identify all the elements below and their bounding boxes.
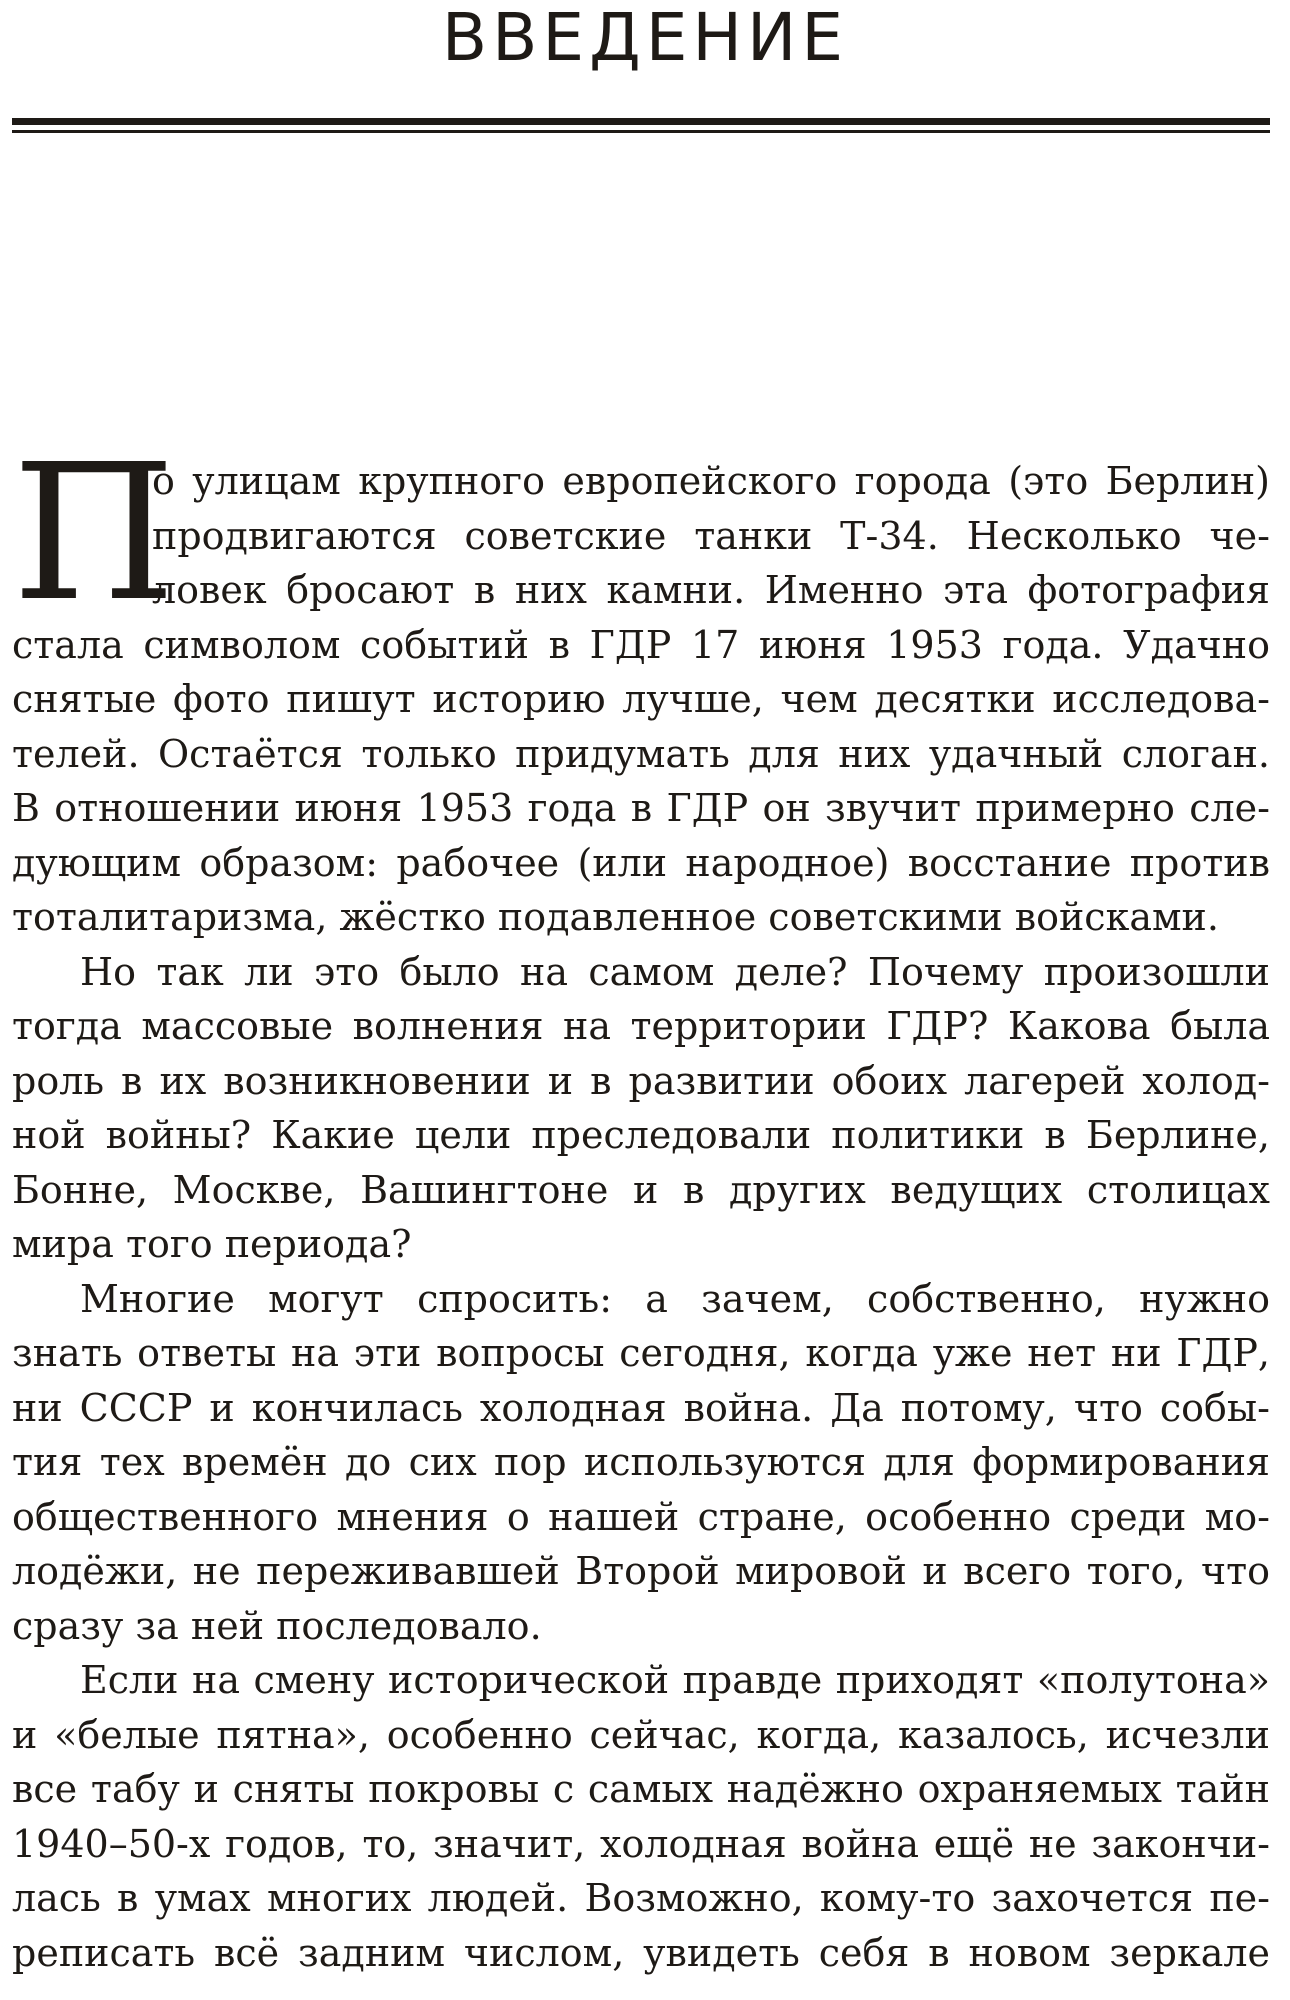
text-line: сразу за ней последовало. [12,1603,542,1648]
text-line: телей. Остаётся только придумать для них удачный слоган. [12,731,1270,776]
text-line: лодёжи, не переживавшей Второй мировой и всего того, что [12,1549,1270,1593]
body-text [12,454,1270,1980]
text-line: ни СССР и кончилась холодная война. Да потому, что собы- [12,1385,1270,1430]
text-line: ловек бросают в них камни. Именно эта фотография [152,568,1270,612]
paragraph-2 [12,945,1270,1272]
text-line: тоталитаризма, жёстко подавленное советскими войсками. [12,895,1219,939]
text-line: ной войны? Какие цели преследовали политики в Берлине, [12,1113,1270,1157]
text-line: Многие могут спросить: а зачем, собственно, нужно [80,1276,1270,1321]
text-line: Бонне, Москве, Вашингтоне и в других ведущих столицах [12,1167,1270,1212]
paragraph-3 [12,1272,1270,1654]
text-line: мира того периода? [12,1222,412,1266]
text-line: тия тех времён до сих пор используются для формирования [12,1440,1270,1484]
heading-rule-thin [12,130,1270,133]
text-line: все табу и сняты покровы с самых надёжно охраняемых тайн [12,1767,1270,1811]
drop-cap: П [12,424,176,643]
text-line: лась в умах многих людей. Возможно, кому-то захочется пе- [12,1876,1270,1920]
text-line: продвигаются советские танки Т-34. Несколько че- [152,513,1270,558]
text-line: тогда массовые волнения на территории ГДР? Какова была [12,1004,1270,1048]
paragraph-4 [12,1653,1270,1980]
text-line: о улицам крупного европейского города (это Берлин) [152,459,1270,503]
paragraph-1 [12,454,1270,945]
text-line: дующим образом: рабочее (или народное) восстание против [12,840,1270,885]
text-line: Но так ли это было на самом деле? Почему произошли [80,949,1270,994]
text-line: стала символом событий в ГДР 17 июня 1953 года. Удачно [12,622,1270,667]
text-line: знать ответы на эти вопросы сегодня, когда уже нет ни ГДР, [12,1331,1270,1375]
text-line: Если на смену исторической правде приходят «полутона» [80,1658,1270,1702]
text-line: 1940–50-х годов, то, значит, холодная война ещё не закончи- [12,1821,1270,1866]
chapter-heading: ВВЕДЕНИЕ [441,0,849,76]
text-line: реписать всё задним числом, увидеть себя в новом зеркале [12,1930,1270,1975]
text-line: общественного мнения о нашей стране, особенно среди мо- [12,1494,1270,1539]
heading-rule-thick [12,118,1270,125]
text-line: В отношении июня 1953 года в ГДР он звучит примерно сле- [12,786,1270,830]
text-line: роль в их возникновении и в развитии обоих лагерей холод- [12,1058,1270,1103]
text-line: и «белые пятна», особенно сейчас, когда, казалось, исчезли [12,1712,1270,1757]
text-line: снятые фото пишут историю лучше, чем десятки исследова- [12,677,1270,721]
